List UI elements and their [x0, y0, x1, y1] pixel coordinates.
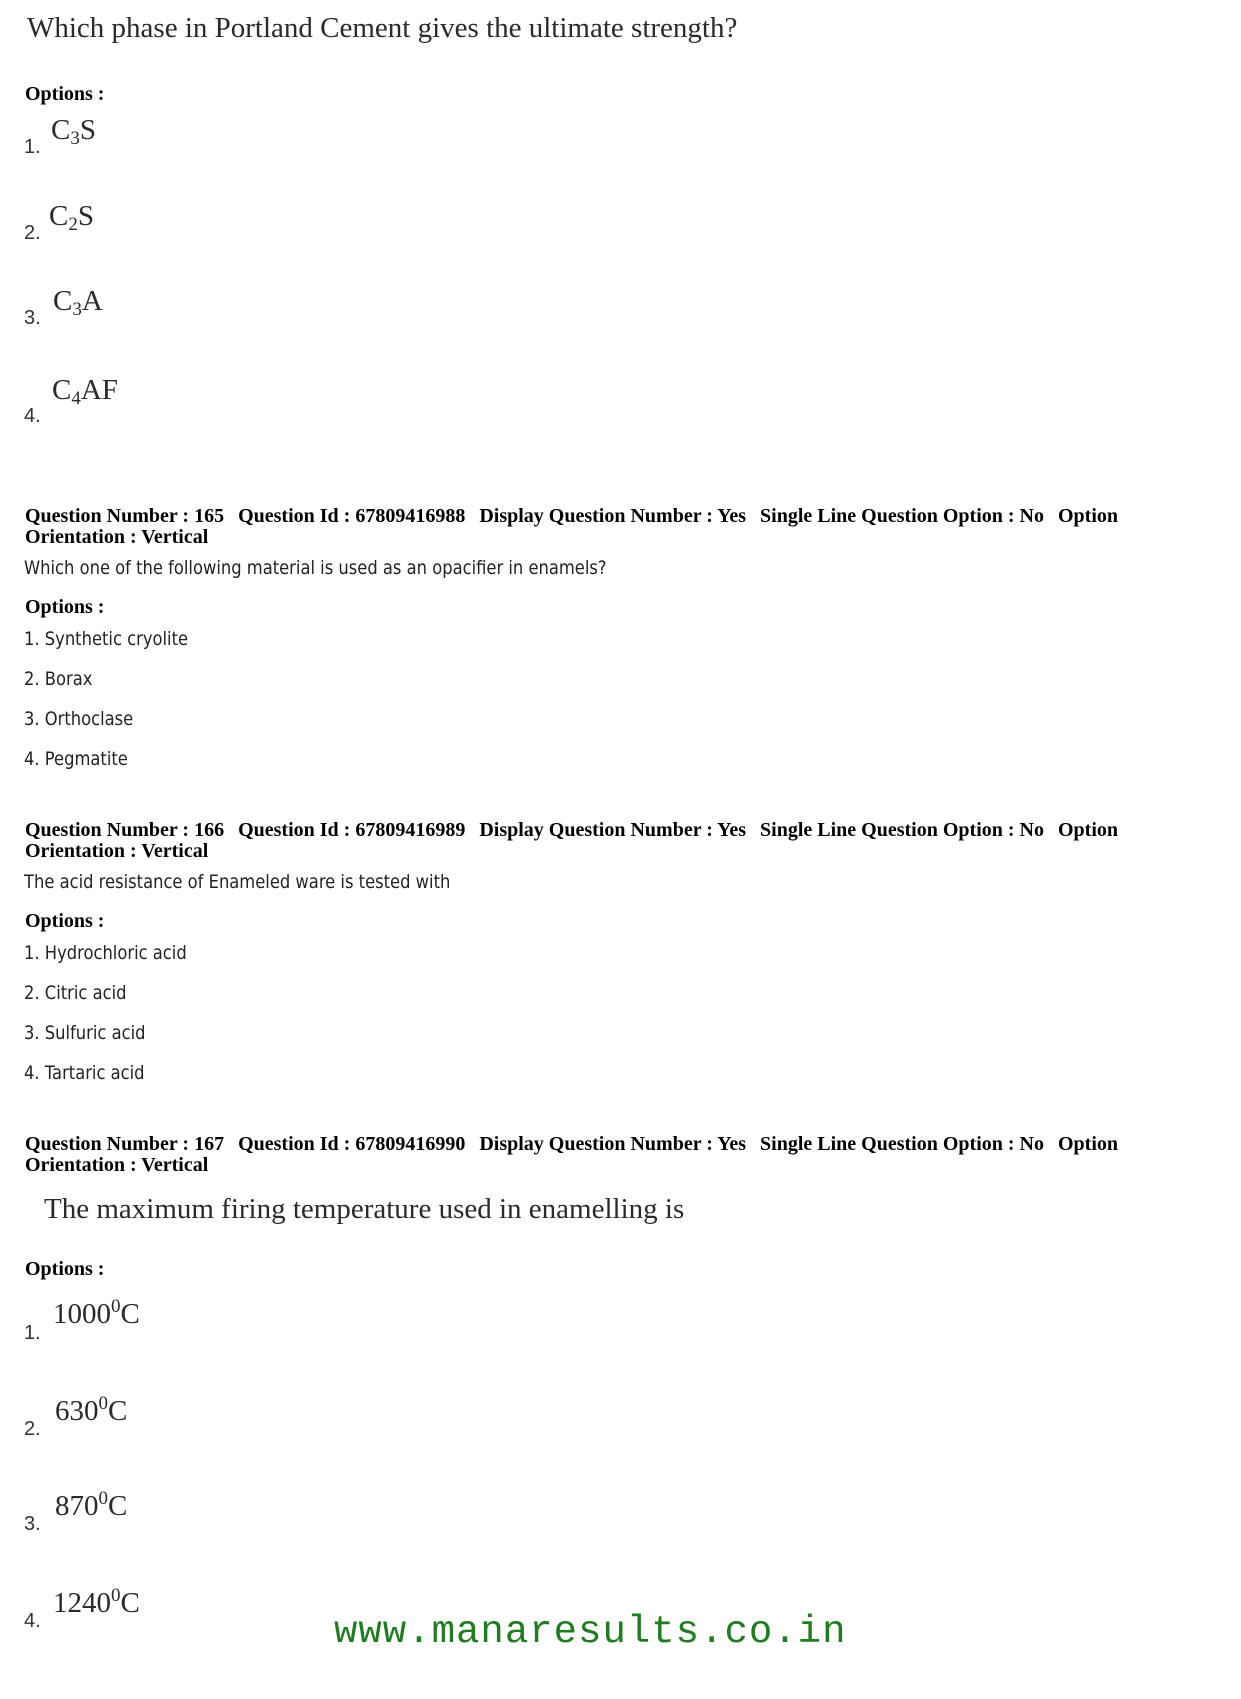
- option-temperature: $870^0C$: [55, 1488, 128, 1522]
- question-166-text: The acid resistance of Enameled ware is tested with: [24, 871, 451, 893]
- option-item: 3. Orthoclase: [24, 708, 134, 730]
- options-label: Options :: [25, 1258, 105, 1280]
- option-number: 3.: [24, 307, 41, 329]
- option-temperature: 1240$^0$C: [53, 1585, 140, 1619]
- option-formula: $C_4AF$: [52, 374, 118, 409]
- option-number: 1.: [24, 136, 41, 158]
- option-formula: $C_3S$: [51, 114, 96, 149]
- question-meta-166: Question Number : 166 Question Id : 67809416989 Display Question Number : Yes Single Line Question Option : No Option Orientation : Vertical: [25, 819, 1119, 862]
- option-number: 4.: [24, 1610, 41, 1632]
- option-number: 2.: [24, 1418, 41, 1440]
- option-temperature: 1000$^0$C: [53, 1296, 140, 1330]
- question-meta-165: Question Number : 165 Question Id : 67809416988 Display Question Number : Yes Single Line Question Option : No Option Orientation : Vertical: [25, 505, 1119, 548]
- option-item: 2. Borax: [24, 668, 93, 690]
- option-number: 2.: [24, 222, 41, 244]
- options-label: Options :: [25, 596, 105, 618]
- option-item: 1. Hydrochloric acid: [24, 942, 187, 964]
- option-formula: $C_2S$: [49, 200, 94, 235]
- option-temperature: $630^0C$: [55, 1393, 128, 1427]
- question-164-text: Which phase in Portland Cement gives the ultimate strength?: [27, 12, 738, 44]
- option-formula: $C_3A$: [53, 285, 103, 320]
- options-label: Options :: [25, 83, 105, 105]
- website-watermark: www.manaresults.co.in: [334, 1610, 847, 1654]
- option-number: 3.: [24, 1513, 41, 1535]
- options-label: Options :: [25, 910, 105, 932]
- option-item: 2. Citric acid: [24, 982, 127, 1004]
- question-meta-167: Question Number : 167 Question Id : 67809416990 Display Question Number : Yes Single Line Question Option : No Option Orientation : Vertical: [25, 1133, 1119, 1176]
- question-167-text: The maximum firing temperature used in enamelling is: [44, 1193, 685, 1225]
- question-165-text: Which one of the following material is used as an opacifier in enamels?: [24, 557, 607, 579]
- option-item: 4. Tartaric acid: [24, 1062, 145, 1084]
- option-item: 1. Synthetic cryolite: [24, 628, 189, 650]
- option-item: 4. Pegmatite: [24, 748, 128, 770]
- option-item: 3. Sulfuric acid: [24, 1022, 146, 1044]
- option-number: 1.: [24, 1322, 41, 1344]
- option-number: 4.: [24, 405, 41, 427]
